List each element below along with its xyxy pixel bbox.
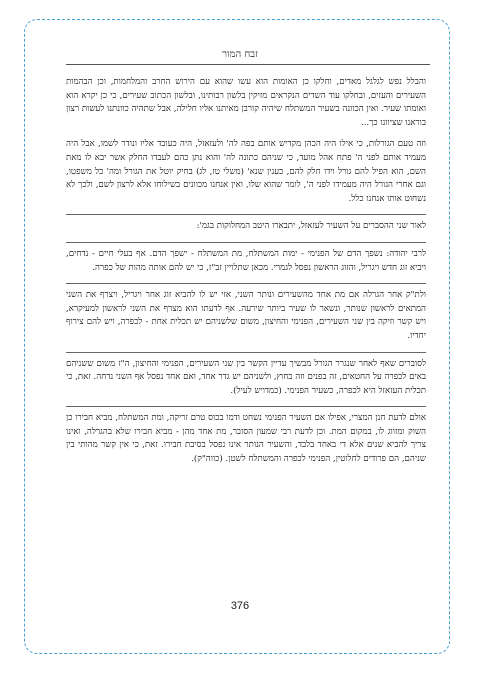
paragraph: והבלל נפש לגלגל מאדים, וחלקו כן האומות הוא עשו שהוא עם הירוש החרב והמלחמות, וכן הבהמות השעירים והעזים, ובחלקו עוד השדים הנקראים מזיקין בלשון רבותינו, ובלשון הכתוב שעירים, כי כן יקרא הוא ואומתו שעיר. ואין הכוונה בשעיר המשתלח שיהיה קורבן מאיתנו אליו חלילה, אבל שתהיה כוונתנו לעשות רצון בוראנו שציוונו כך... xyxy=(66,77,426,128)
paragraph: לרבי יהודה: נשפך הדם של הפנימי - ימות המשתלח, מת המשתלח - ישפך הדם. אף בעלי חיים - נדחים, ויביא זוג חדש ויגריל, והזוג הראשון נפסל לגמרי. מכאן שתלויין זב"ז, כי יש להם אותה מהות של כפרה. xyxy=(66,242,426,275)
header-rule xyxy=(66,64,430,65)
paragraph: לסוברים שאף לאחר שנגרר הגורל מבשיך עדיין הקשר בין שני השעירים, הפנימי והחיצון, ה"ז משום ששניהם באים לכפרה על החטאים, זה בפנים וזה בחוץ, ולשניהם יש גדר אחד, ואם אחד נפסל אף השני נדחה. זאת, כי תכלית העזאזל היא לכפרה, כשעיר הפנימי. (כמדויש לעיל). xyxy=(66,352,426,399)
section-intro: לאור שני ההסברים על השעיר לעזאזל, יתבארו היטב המחלוקות בגמ': xyxy=(66,214,426,234)
paragraph: ולת"ק אחר הגרלה אם מת אחד מהשעירים ונותר השני, אזי יש לו להביא זוג אחר ויגריל, ויצרף את השני המתאים לראשון שנותר, ונשאר לו שעיר ביותר שירעה. אף לדעתו הוא מצרף את השני לראשון למעיקרא, ויש קשר וזיקה בין שני השעירים, הפנימי והחיצון, משום שלשניהם יש תכלית אחת - לכפרה, ויש להם צירוף יחדיו. xyxy=(66,283,426,343)
page-body xyxy=(66,76,426,475)
page-number: 376 xyxy=(230,600,250,612)
paragraph: אולם לדעת חנן המצרי, אפילו אם השעיר הפנימי נשחט ודמו בכוס טרם זריקה, ומת המשתלח, מביא חבירו כן השוק ומזווג לו, במקום המת. וכן לדעת רבי שמעון הסובר, מת אחד מהן - מביא חבירו שלא בהגרלה, ואינו צריך להביא שנים אלא די באחד בלבד, והשעיר הנותר אינו נפסל בסיבת חבירו. זאת, כי אין קשר מהותי בין שניהם, הם פרודים לחלוטין, הפנימי לכפרה והמשתלח לשטן. (כווה"ק). xyxy=(66,406,426,466)
paragraph: וזה טעם הגורלות, כי אילו היה הכהן מקדיש אותם בפה לה' ולעזאזל, היה כעובד אליו ונודר לשמו, אבל היה מעמיד אותם לפני ה' פתח אהל מועד, כי שניהם כתונה לה' והוא נתן כהם לעבדו החלק אשר יבא לו מאת השם, הוא הפיל להם גורל וידו חלק להם, כענין שנא' (משלי טז, לג) בחיק יוטל את הגורל ומה' כל משפטו, וגם אחרי הגורל היה מעמידו לפני ה', לומר שהוא שלו, ואין אנחנו מכוונים בשילוחו אלא לרצון לשם, ולכך לא נשחוט אותו אנחנו כלל. xyxy=(66,139,426,204)
running-header: זבח המור xyxy=(222,49,258,60)
